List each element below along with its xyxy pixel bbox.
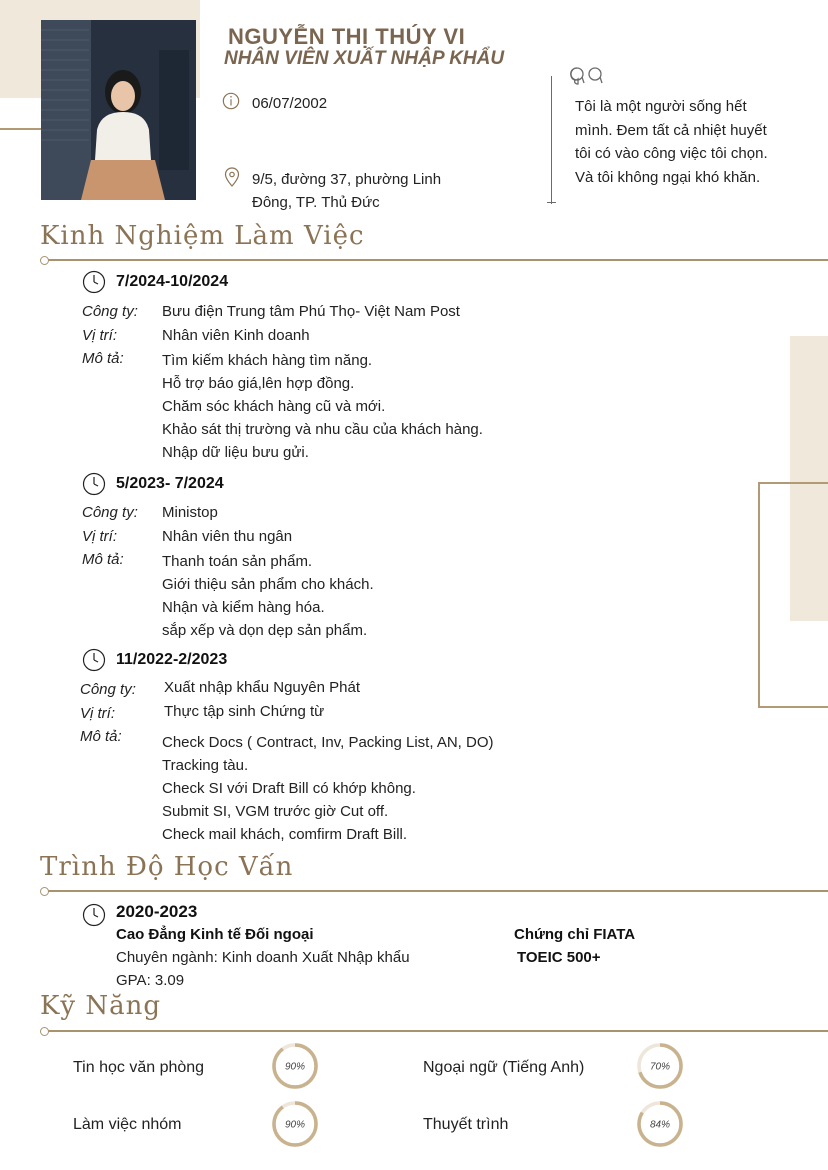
skill-percent: 84% xyxy=(649,1119,671,1131)
company-name: Xuất nhập khẩu Nguyên Phát xyxy=(164,679,360,696)
clock-icon xyxy=(82,270,106,299)
task-list xyxy=(162,731,494,846)
company-name: Bưu điện Trung tâm Phú Thọ- Việt Nam Post xyxy=(162,303,460,320)
job-title: NHÂN VIÊN XUẤT NHẬP KHẨU xyxy=(224,48,505,69)
skill-name: Thuyết trình xyxy=(423,1116,509,1133)
job-period: 7/2024-10/2024 xyxy=(116,273,229,290)
location-pin-icon xyxy=(224,167,240,192)
position-label: Vị trí: xyxy=(82,327,118,344)
section-rule xyxy=(48,890,828,892)
experience-heading: Kinh Nghiệm Làm Việc xyxy=(40,221,365,251)
position-name: Nhân viên Kinh doanh xyxy=(162,327,310,344)
quote-divider-end xyxy=(547,202,556,203)
certificate: TOEIC 500+ xyxy=(517,949,601,966)
skill-name: Ngoại ngữ (Tiếng Anh) xyxy=(423,1059,585,1076)
skill-progress-ring xyxy=(636,1042,684,1095)
task-item: Check mail khách, comfirm Draft Bill. xyxy=(162,826,408,843)
company-name: Ministop xyxy=(162,504,218,521)
job-period: 5/2023- 7/2024 xyxy=(116,475,224,492)
section-rule xyxy=(48,1030,828,1032)
task-item: Thanh toán sản phẩm. xyxy=(162,553,313,570)
task-item: Check Docs ( Contract, Inv, Packing List, AN, DO) xyxy=(162,734,494,751)
skill-name: Tin học văn phòng xyxy=(73,1059,205,1076)
skill-progress-ring xyxy=(636,1100,684,1153)
skill-name: Làm việc nhóm xyxy=(73,1116,182,1133)
clock-icon xyxy=(82,648,106,677)
education-heading: Trình Độ Học Vấn xyxy=(40,852,294,882)
skill-percent: 90% xyxy=(284,1119,306,1131)
gpa: GPA: 3.09 xyxy=(116,972,185,989)
company-label: Công ty: xyxy=(80,681,136,698)
task-item: Check SI với Draft Bill có khớp không. xyxy=(162,780,416,797)
position-label: Vị trí: xyxy=(82,528,118,545)
task-item: Tracking tàu. xyxy=(162,757,249,774)
profile-photo xyxy=(41,20,196,200)
skill-progress-ring xyxy=(271,1100,319,1153)
quote-line: mình. Đem tất cả nhiệt huyết xyxy=(575,121,767,139)
task-item: Chăm sóc khách hàng cũ và mới. xyxy=(162,398,386,415)
task-item: sắp xếp và dọn dẹp sản phẩm. xyxy=(162,622,368,639)
full-name: NGUYỄN THỊ THÚY VI xyxy=(228,24,466,49)
side-frame-decoration xyxy=(758,482,828,708)
info-icon xyxy=(222,92,240,115)
task-item: Nhập dữ liệu bưu gửi. xyxy=(162,444,309,461)
major: Chuyên ngành: Kinh doanh Xuất Nhập khẩu xyxy=(116,949,410,966)
task-item: Nhận và kiểm hàng hóa. xyxy=(162,599,325,616)
position-name: Thực tập sinh Chứng từ xyxy=(164,703,325,720)
description-label: Mô tả: xyxy=(82,350,124,367)
quote-line: Và tôi không ngại khó khăn. xyxy=(575,168,761,186)
company-label: Công ty: xyxy=(82,504,138,521)
position-label: Vị trí: xyxy=(80,705,116,722)
task-item: Hỗ trợ báo giá,lên hợp đồng. xyxy=(162,375,355,392)
address xyxy=(252,168,441,214)
clock-icon xyxy=(82,903,106,932)
skill-percent: 90% xyxy=(284,1061,306,1073)
task-item: Giới thiệu sản phẩm cho khách. xyxy=(162,576,374,593)
skill-progress-ring xyxy=(271,1042,319,1095)
skill-percent: 70% xyxy=(649,1061,671,1073)
personal-quote xyxy=(575,95,795,189)
address-line: 9/5, đường 37, phường Linh xyxy=(252,171,442,188)
clock-icon xyxy=(82,472,106,501)
school-name: Cao Đẳng Kinh tế Đối ngoại xyxy=(116,926,314,943)
birth-date: 06/07/2002 xyxy=(252,95,328,112)
task-item: Khảo sát thị trường và nhu cầu của khách hàng. xyxy=(162,421,483,438)
company-label: Công ty: xyxy=(82,303,138,320)
task-item: Submit SI, VGM trước giờ Cut off. xyxy=(162,803,389,820)
quote-line: Tôi là một người sống hết xyxy=(575,98,747,115)
quote-icon xyxy=(569,66,605,91)
skills-heading: Kỹ Năng xyxy=(40,991,162,1021)
section-rule xyxy=(48,259,828,261)
task-list xyxy=(162,550,374,642)
position-name: Nhân viên thu ngân xyxy=(162,528,293,545)
education-period: 2020-2023 xyxy=(116,902,198,921)
quote-line: tôi có vào công việc tôi chọn. xyxy=(575,145,768,162)
description-label: Mô tả: xyxy=(80,728,122,745)
quote-divider xyxy=(551,76,552,204)
description-label: Mô tả: xyxy=(82,551,124,568)
job-period: 11/2022-2/2023 xyxy=(116,651,228,668)
task-item: Tìm kiếm khách hàng tìm năng. xyxy=(162,352,373,369)
address-line: Đông, TP. Thủ Đức xyxy=(252,194,380,211)
task-list xyxy=(162,349,483,464)
corner-line xyxy=(0,128,44,130)
certificate: Chứng chỉ FIATA xyxy=(514,926,636,943)
